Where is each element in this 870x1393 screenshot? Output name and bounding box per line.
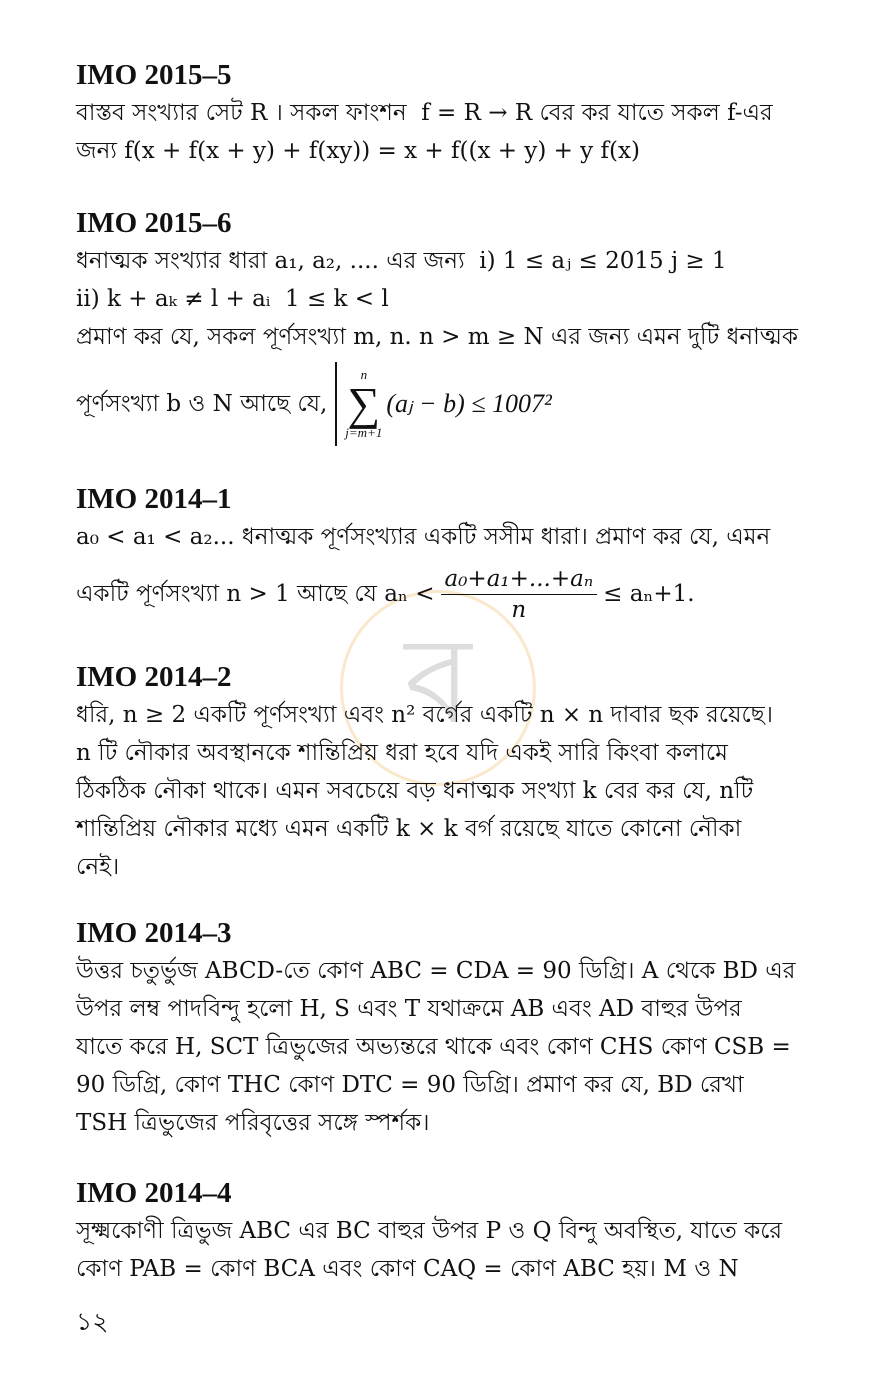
problem-line: সূক্ষ্মকোণী ত্রিভুজ ABC এর BC বাহুর উপর P ও Q বিন্দু অবস্থিত, যাতে করে (76, 1218, 783, 1244)
problem-heading: IMO 2015–5 (76, 59, 232, 91)
problem-imo-2014-2 (76, 660, 800, 886)
problem-line: উপর লম্ব পাদবিন্দু হলো H, S এবং T যথাক্রমে AB এবং AD বাহুর উপর (76, 996, 742, 1022)
problem-imo-2014-3 (76, 916, 800, 1142)
fraction (441, 564, 598, 625)
problem-heading: IMO 2014–1 (76, 483, 232, 515)
problem-heading: IMO 2015–6 (76, 207, 232, 239)
sum-upper-limit: n (360, 367, 368, 382)
problem-line: TSH ত্রিভুজের পরিবৃত্তের সঙ্গে স্পর্শক। (76, 1110, 430, 1136)
problem-line: প্রমাণ কর যে, সকল পূর্ণসংখ্যা m, n. n > m ≥ N এর জন্য এমন দুটি ধনাত্মক (76, 324, 798, 350)
frac-prefix: একটি পূর্ণসংখ্যা n > 1 আছে যে aₙ < (76, 580, 435, 607)
frac-suffix: ≤ aₙ+1. (603, 581, 695, 607)
problem-line: ধরি, n ≥ 2 একটি পূর্ণসংখ্যা এবং n² বর্গের একটি n × n দাবার ছক রয়েছে। (76, 702, 773, 728)
problem-heading: IMO 2014–4 (76, 1177, 232, 1209)
problem-line: ii) k + aₖ ≠ l + aᵢ 1 ≤ k < l (76, 286, 389, 312)
problem-line: ঠিকঠিক নৌকা থাকে। এমন সবচেয়ে বড় ধনাত্মক সংখ্যা k বের কর যে, nটি (76, 778, 754, 804)
problem-heading: IMO 2014–3 (76, 917, 232, 949)
problem-line: n টি নৌকার অবস্থানকে শান্তিপ্রিয় ধরা হবে যদি একই সারি কিংবা কলামে (76, 740, 728, 766)
fraction-denominator: n (511, 596, 527, 623)
problem-line: যাতে করে H, SCT ত্রিভুজের অভ্যন্তরে থাকে এবং কোণ CHS কোণ CSB = (76, 1034, 791, 1060)
problem-line: ধনাত্মক সংখ্যার ধারা a₁, a₂, .... এর জন্য i) 1 ≤ aⱼ ≤ 2015 j ≥ 1 (76, 248, 727, 274)
watermark-glyph: ব (404, 611, 472, 751)
formula-prefix: পূর্ণসংখ্যা b ও N আছে যে, (76, 390, 328, 417)
problem-line: a₀ < a₁ < a₂... ধনাত্মক পূর্ণসংখ্যার একটি সসীম ধারা। প্রমাণ কর যে, এমন (76, 524, 771, 550)
problem-imo-2014-4 (76, 1176, 800, 1288)
problem-line: উত্তর চতুর্ভুজ ABCD-তে কোণ ABC = CDA = 90 ডিগ্রি। A থেকে BD এর (76, 958, 796, 984)
fraction-numerator: a₀+a₁+...+aₙ (441, 564, 598, 595)
sigma-symbol: n ∑ j=m+1 (345, 367, 383, 440)
problem-line: বাস্তব সংখ্যার সেট R । সকল ফাংশন f = R → R বের কর যাতে সকল f-এর (76, 100, 773, 126)
sum-body: (aⱼ − b) ≤ 1007² (386, 389, 552, 418)
problem-line: কোণ PAB = কোণ BCA এবং কোণ CAQ = কোণ ABC হয়। M ও N (76, 1256, 739, 1282)
problem-line: জন্য f(x + f(x + y) + f(xy)) = x + f((x + y) + y f(x) (76, 138, 640, 164)
problem-imo-2015-5 (76, 58, 800, 170)
sum-formula-line (76, 356, 800, 452)
fraction-formula-line (76, 556, 800, 632)
problem-heading: IMO 2014–2 (76, 661, 232, 693)
page-content (76, 58, 800, 1324)
problem-imo-2015-6 (76, 206, 800, 452)
problem-line: নেই। (76, 854, 120, 880)
sum-lower-limit: j=m+1 (345, 425, 383, 440)
page-number: ১২ (76, 1307, 109, 1336)
problem-imo-2014-1 (76, 482, 800, 632)
abs-sum-expression (335, 362, 552, 446)
problem-line: 90 ডিগ্রি, কোণ THC কোণ DTC = 90 ডিগ্রি। প্রমাণ কর যে, BD রেখা (76, 1072, 744, 1098)
problem-line: শান্তিপ্রিয় নৌকার মধ্যে এমন একটি k × k বর্গ রয়েছে যাতে কোনো নৌকা (76, 816, 742, 842)
